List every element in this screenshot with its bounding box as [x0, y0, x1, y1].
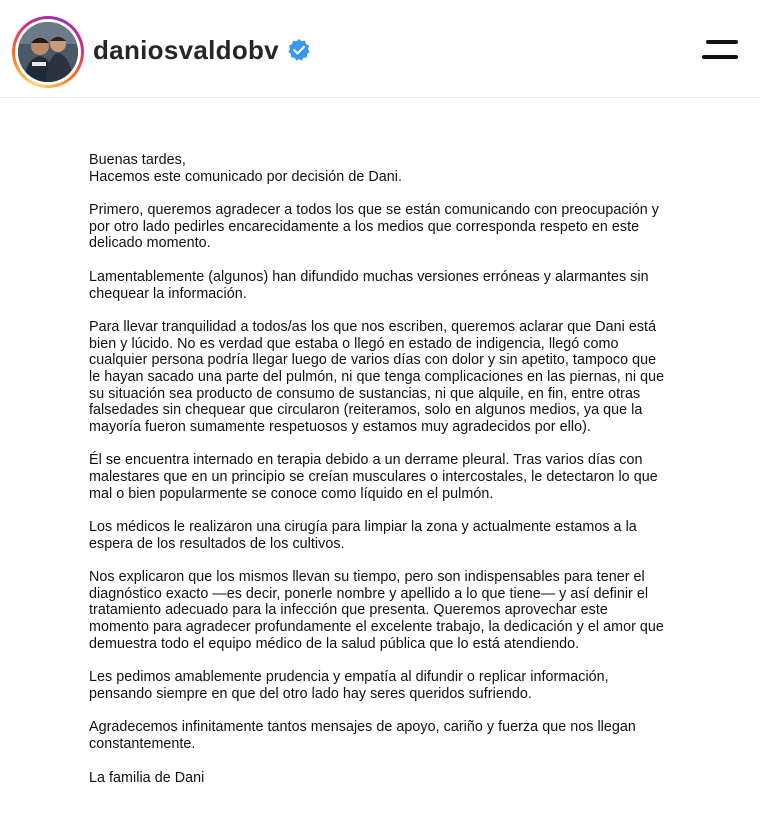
story-ring[interactable]	[12, 16, 84, 88]
avatar[interactable]	[18, 22, 78, 82]
letter-greeting: Buenas tardes, Hacemos este comunicado por decisión de Dani.	[89, 152, 402, 185]
verified-badge-icon	[287, 38, 311, 62]
post-header	[0, 0, 760, 98]
letter-paragraph: Los médicos le realizaron una cirugía para limpiar la zona y actualmente estamos a la espera de los resultados de los cultivos.	[89, 519, 637, 552]
letter-signature: La familia de Dani	[89, 769, 205, 786]
letter-paragraph: Agradecemos infinitamente tantos mensajes de apoyo, cariño y fuerza que nos llegan constantemente.	[89, 719, 636, 753]
letter-paragraph: Él se encuentra internado en terapia debido a un derrame pleural. Tras varios días con malestares que en un principio se creían musculares o intercostales, le detectaron lo que mal o bien popularmente se conoce como líquido en el pulmón.	[89, 452, 658, 502]
statement-letter	[89, 152, 689, 803]
menu-bar-top	[706, 40, 738, 44]
username-row	[93, 30, 311, 70]
letter-paragraph: Lamentablemente (algunos) han difundido muchas versiones erróneas y alarmantes sin chequear la información.	[89, 268, 649, 302]
letter-paragraph: Para llevar tranquilidad a todos/as los que nos escriben, queremos aclarar que Dani está bien y lúcido. No es verdad que estaba o llegó en estado de indigencia, llegó como cualquier persona podría llegar luego de varios días con dolor y sin apetito, tampoco que le hayan sacado una parte del pulmón, ni que tenga complicaciones en las piernas, ni que su situación sea producto de consumo de sustancias, ni que alquile, en fin, entre otras falsedades sin chequear que circularon (reiteramos, solo en algunos medios, ya que la mayoría fueron sumamente respetuosos y estamos muy agradecidos por ello).	[89, 319, 665, 435]
username[interactable]: daniosvaldobv	[93, 34, 279, 65]
letter-paragraph: Les pedimos amablemente prudencia y empatía al difundir o replicar información, pensando siempre en que del otro lado hay seres queridos sufriendo.	[89, 669, 609, 702]
profile-photo-icon	[18, 22, 78, 82]
hamburger-menu-button[interactable]	[700, 36, 742, 66]
menu-bar-bottom	[702, 55, 738, 59]
letter-paragraph: Nos explicaron que los mismos llevan su tiempo, pero son indispensables para tener el diagnóstico exacto —es decir, ponerle nombre y apellido a lo que tiene— y así definir el tratamiento adecuado para la infección que presenta. Queremos aprovechar este momento para agradecer profundamente el excelente trabajo, la dedicación y el amor que demuestra todo el equipo médico de la salud pública que lo está atendiendo.	[89, 569, 664, 652]
letter-paragraph: Primero, queremos agradecer a todos los que se están comunicando con preocupación y por otro lado pedirles encarecidamente a los medios que corresponda respeto en este delicado momento.	[89, 202, 659, 252]
